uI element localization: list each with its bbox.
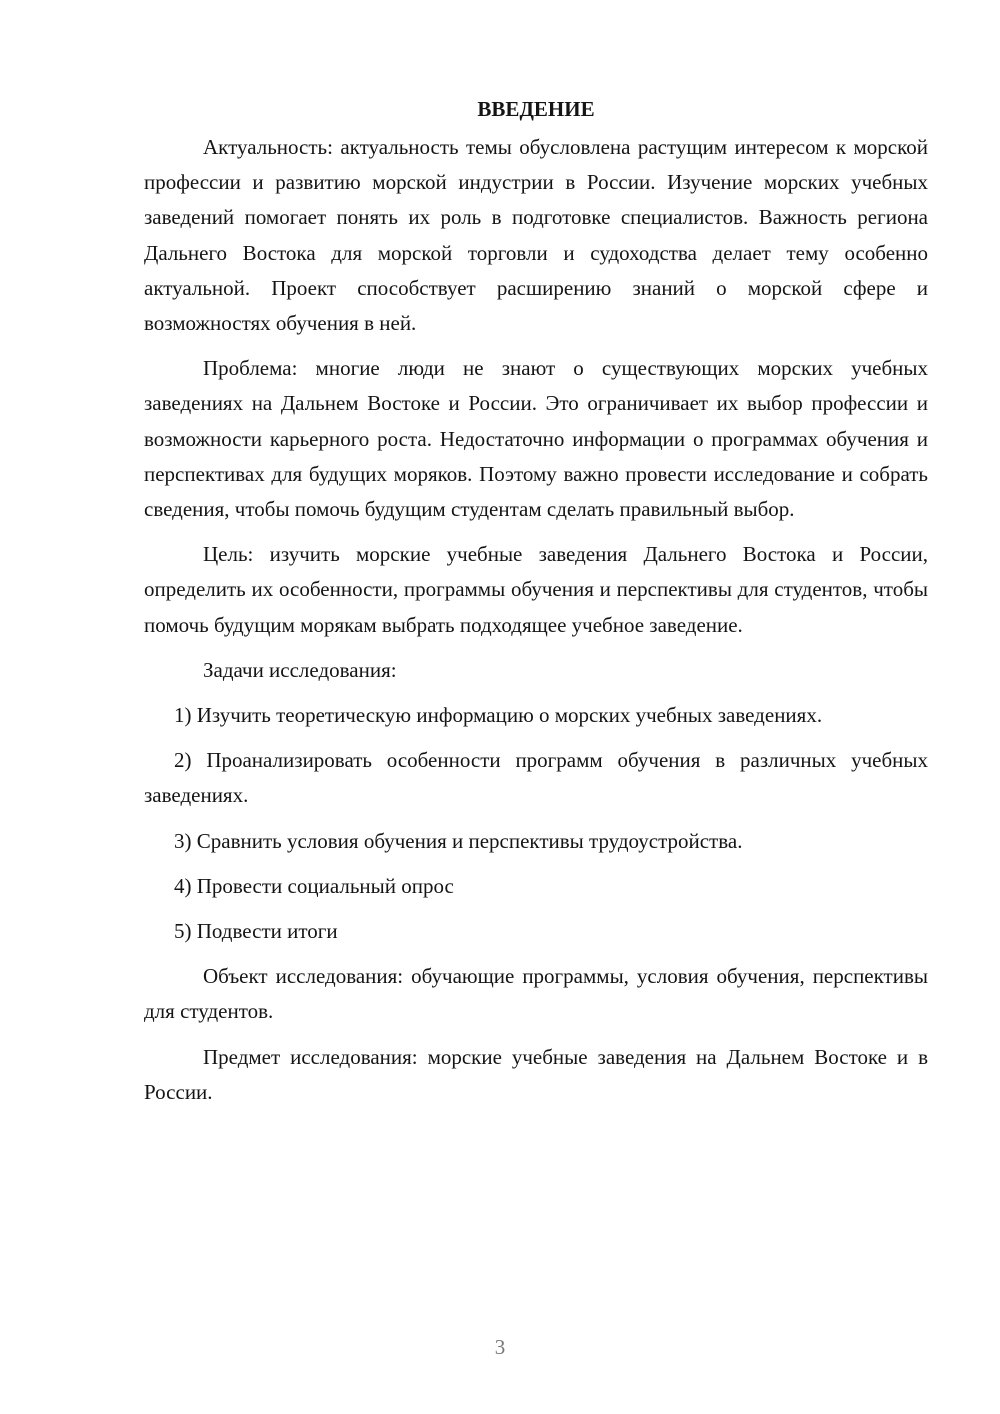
subject-paragraph: Предмет исследования: морские учебные заведения на Дальнем Востоке и в России. (144, 1044, 928, 1104)
problem-paragraph: Проблема: многие люди не знают о существующих морских учебных заведениях на Дальнем Востоке и России. Это ограничивает их выбор профессии и возможности карьерного роста. Недостаточно информации о программах обучения и перспективах для будущих моряков. Поэтому важно провести исследование и собрать сведения, чтобы помочь будущим студентам сделать правильный выбор. (144, 356, 928, 522)
tasks-heading: Задачи исследования: (203, 657, 397, 682)
relevance-paragraph: Актуальность: актуальность темы обусловлена растущим интересом к морской профессии и развитию морской индустрии в России. Изучение морских учебных заведений помогает понять их роль в подготовке специалистов. Важность региона Дальнего Востока для морской торговли и судоходства делает тему особенно актуальной. Проект способствует расширению знаний о морской сфере и возможностях обучения в ней. (144, 135, 928, 336)
goal-paragraph: Цель: изучить морские учебные заведения Дальнего Востока и России, определить их особенности, программы обучения и перспективы для студентов, чтобы помочь будущим морякам выбрать подходящее учебное заведение. (144, 542, 928, 637)
task-item: 3) Сравнить условия обучения и перспективы трудоустройства. (174, 828, 743, 853)
task-item: 1) Изучить теоретическую информацию о морских учебных заведениях. (174, 703, 823, 728)
task-item: 2) Проанализировать особенности программ обучения в различных учебных заведениях. (144, 748, 928, 808)
tasks-list (144, 698, 928, 949)
task-item: 5) Подвести итоги (174, 919, 338, 944)
object-paragraph: Объект исследования: обучающие программы, условия обучения, перспективы для студентов. (144, 964, 928, 1024)
page-number: 3 (494, 1335, 506, 1359)
task-item: 4) Провести социальный опрос (174, 873, 454, 898)
section-title: ВВЕДЕНИЕ (477, 97, 595, 121)
page-content (144, 92, 928, 1120)
